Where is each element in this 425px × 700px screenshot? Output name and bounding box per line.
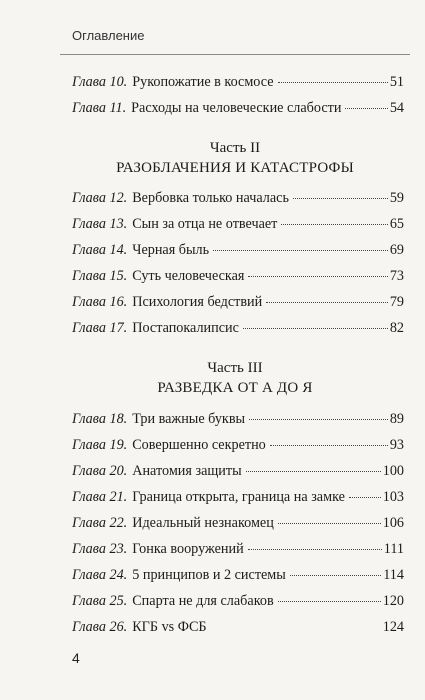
- running-head: Оглавление: [72, 28, 145, 43]
- part-label: Часть III: [207, 360, 263, 376]
- chapter-title: Граница открыта, граница на замке: [132, 489, 345, 505]
- page-ref: 89: [389, 411, 404, 427]
- page-number: 4: [72, 650, 80, 666]
- toc-entry[interactable]: [72, 514, 404, 532]
- page-ref: 103: [382, 489, 404, 505]
- toc-entry[interactable]: [72, 488, 404, 506]
- chapter-number: Глава 11.: [72, 100, 127, 116]
- chapter-number: Глава 14.: [72, 242, 128, 258]
- dot-leader: [213, 250, 388, 251]
- dot-leader: [266, 302, 388, 303]
- chapter-number: Глава 15.: [72, 268, 128, 284]
- chapter-title: Гонка вооружений: [132, 541, 244, 557]
- chapter-title: Совершенно секретно: [132, 437, 266, 453]
- toc-entry[interactable]: [72, 293, 404, 311]
- page-ref: 93: [389, 437, 404, 453]
- dot-leader: [290, 575, 381, 576]
- toc-entry[interactable]: [72, 592, 404, 610]
- dot-leader: [249, 419, 388, 420]
- toc-entry[interactable]: [72, 99, 404, 117]
- chapter-number: Глава 19.: [72, 437, 128, 453]
- dot-leader: [243, 328, 388, 329]
- toc-entry[interactable]: [72, 241, 404, 259]
- chapter-title: Суть человеческая: [132, 268, 245, 284]
- chapter-title: Анатомия защиты: [132, 463, 242, 479]
- chapter-number: Глава 24.: [72, 567, 128, 583]
- chapter-number: Глава 12.: [72, 190, 128, 206]
- page-ref: 79: [389, 294, 404, 310]
- toc-entry[interactable]: [72, 436, 404, 454]
- toc-entry[interactable]: [72, 73, 404, 91]
- page-ref: 73: [389, 268, 404, 284]
- dot-leader: [270, 445, 388, 446]
- chapter-number: Глава 10.: [72, 74, 128, 90]
- page-ref: 65: [389, 216, 404, 232]
- dot-leader: [278, 82, 388, 83]
- part-label: Часть II: [209, 140, 261, 156]
- chapter-number: Глава 26.: [72, 619, 128, 635]
- toc-entry[interactable]: [72, 462, 404, 480]
- chapter-title: Вербовка только началась: [132, 190, 289, 206]
- chapter-title: Сын за отца не отвечает: [132, 216, 278, 232]
- header-rule: [60, 54, 410, 55]
- dot-leader: [278, 601, 381, 602]
- toc-entry[interactable]: [72, 215, 404, 233]
- chapter-title: Рукопожатие в космосе: [132, 74, 274, 90]
- chapter-number: Глава 20.: [72, 463, 128, 479]
- chapter-title: Идеальный незнакомец: [132, 515, 274, 531]
- part-heading: РАЗВЕДКА ОТ А ДО Я: [157, 380, 313, 396]
- dot-leader: [278, 523, 381, 524]
- chapter-number: Глава 21.: [72, 489, 128, 505]
- toc-entry[interactable]: [72, 189, 404, 207]
- dot-leader: [248, 276, 387, 277]
- chapter-number: Глава 17.: [72, 320, 128, 336]
- toc-entry[interactable]: [72, 540, 404, 558]
- chapter-title: Три важные буквы: [132, 411, 246, 427]
- page-ref: 106: [382, 515, 404, 531]
- page-ref: 114: [383, 567, 404, 583]
- page-ref: 120: [382, 593, 404, 609]
- toc-entry[interactable]: [72, 566, 404, 584]
- chapter-number: Глава 13.: [72, 216, 128, 232]
- toc-entry[interactable]: [72, 267, 404, 285]
- toc-entry[interactable]: [72, 618, 404, 636]
- chapter-title: 5 принципов и 2 системы: [132, 567, 286, 583]
- page-ref: 82: [389, 320, 404, 336]
- dot-leader: [248, 549, 382, 550]
- chapter-title: Психология бедствий: [132, 294, 263, 310]
- page-ref: 59: [389, 190, 404, 206]
- toc-entry[interactable]: [72, 319, 404, 337]
- chapter-number: Глава 16.: [72, 294, 128, 310]
- chapter-number: Глава 23.: [72, 541, 128, 557]
- chapter-number: Глава 18.: [72, 411, 128, 427]
- dot-leader: [349, 497, 381, 498]
- chapter-title: Спарта не для слабаков: [132, 593, 274, 609]
- dot-leader: [246, 471, 381, 472]
- page-ref: 51: [389, 74, 404, 90]
- page-ref: 124: [382, 619, 404, 635]
- dot-leader: [281, 224, 387, 225]
- chapter-title: КГБ vs ФСБ: [132, 619, 207, 635]
- toc-entry[interactable]: [72, 410, 404, 428]
- dot-leader: [293, 198, 388, 199]
- chapter-title: Постапокалипсис: [132, 320, 239, 336]
- chapter-title: Расходы на человеческие слабости: [131, 100, 342, 116]
- page-ref: 100: [382, 463, 404, 479]
- dot-leader: [345, 108, 387, 109]
- chapter-title: Черная быль: [132, 242, 210, 258]
- page-ref: 69: [389, 242, 404, 258]
- part-heading: РАЗОБЛАЧЕНИЯ И КАТАСТРОФЫ: [116, 160, 354, 176]
- chapter-number: Глава 25.: [72, 593, 128, 609]
- chapter-number: Глава 22.: [72, 515, 128, 531]
- page-ref: 111: [383, 541, 404, 557]
- page-ref: 54: [389, 100, 404, 116]
